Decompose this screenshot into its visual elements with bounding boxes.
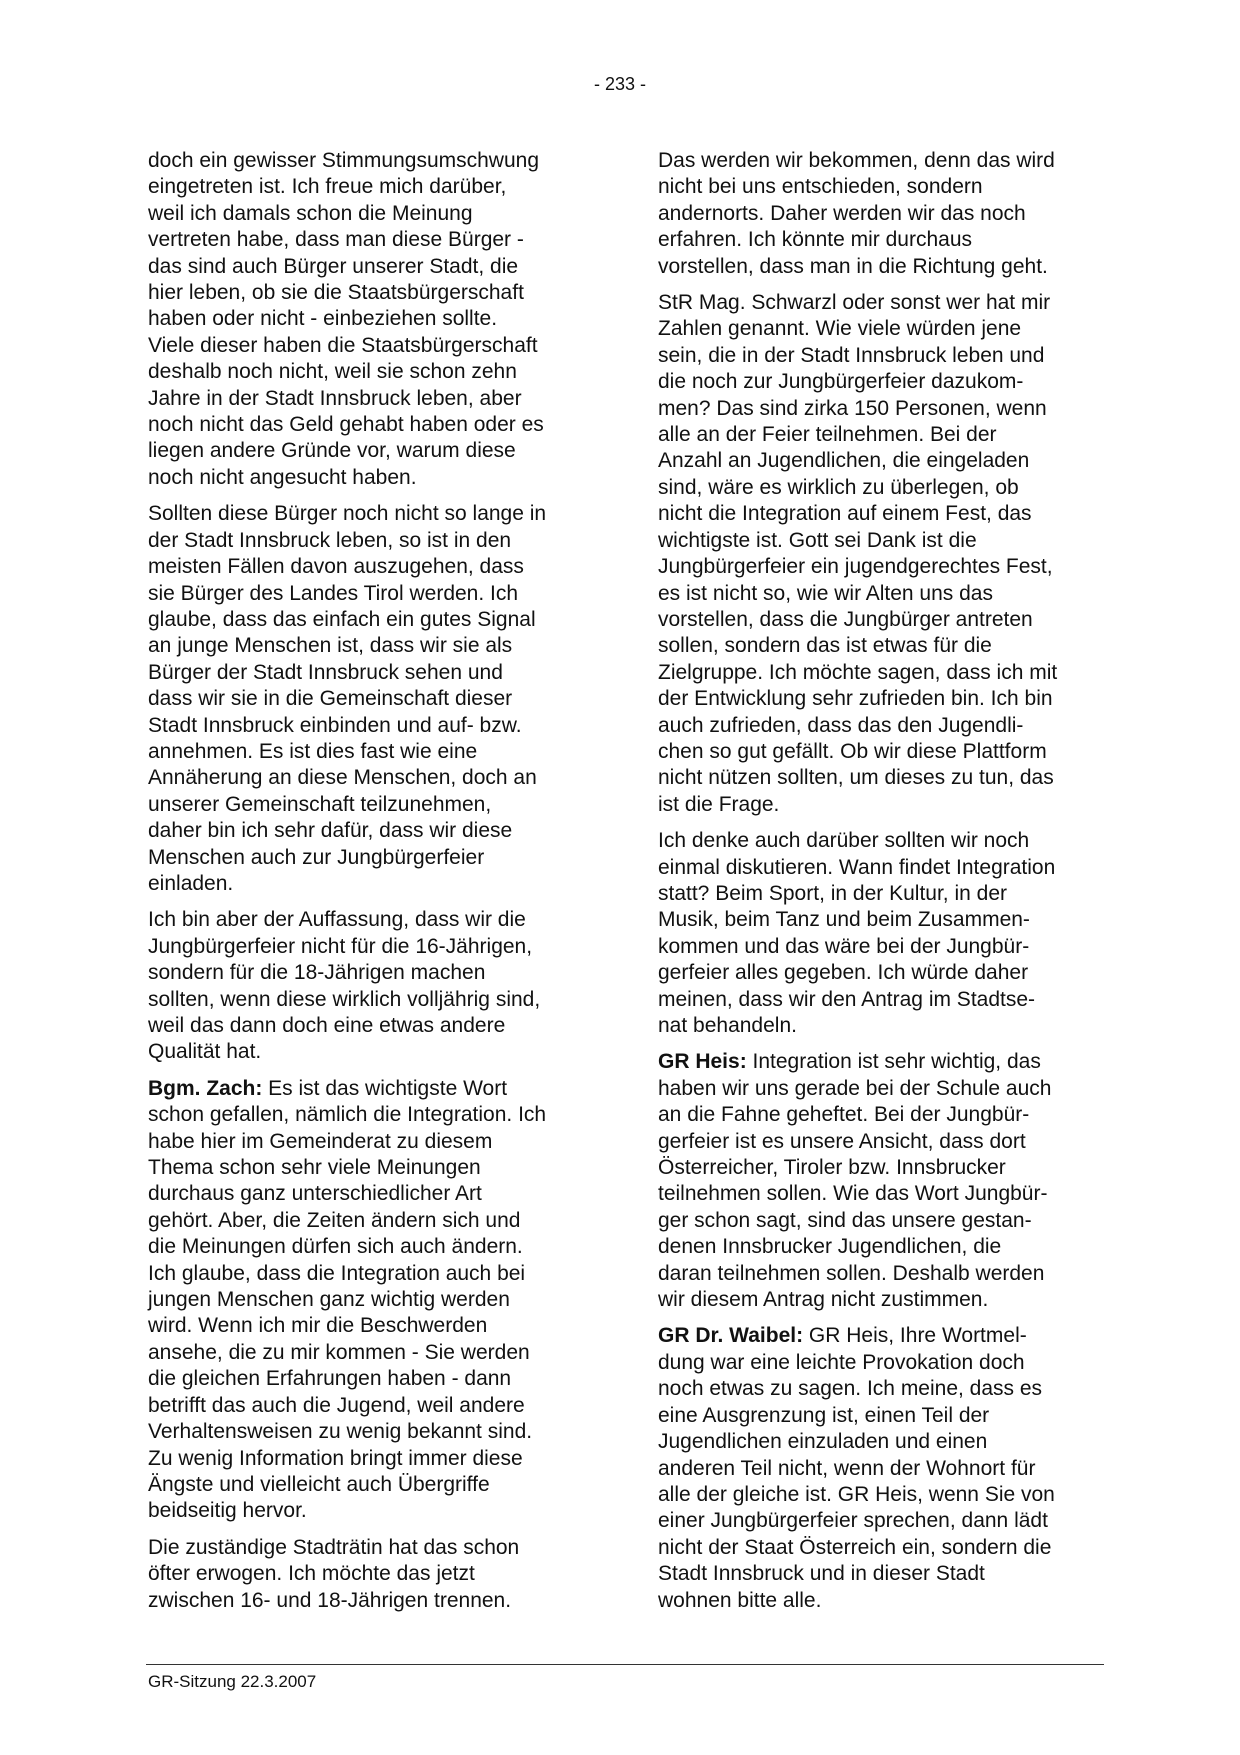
speaker-name: GR Heis: — [658, 1050, 747, 1074]
paragraph — [148, 1076, 590, 1525]
paragraph: Die zuständige Stadträtin hat das schon öfter erwogen. Ich möchte das jetzt zwischen 16- und 18-Jährigen trennen. — [148, 1535, 520, 1612]
footer-divider — [146, 1664, 1104, 1665]
speaker-name: Bgm. Zach: — [148, 1076, 263, 1100]
paragraph — [658, 1323, 1100, 1613]
left-column — [148, 148, 590, 1624]
paragraph: Ich bin aber der Auffassung, dass wir die Jungbürgerfeier nicht für die 16-Jährigen, sondern für die 18-Jährigen machen sollten, wenn diese wirklich volljährig sind, weil das dann doch eine etwas andere Qualität hat. — [148, 908, 541, 1064]
speech-text: GR Heis, Ihre Wortmel- dung war eine leichte Provokation doch noch etwas zu sagen. Ich meine, dass es eine Ausgrenzung ist, einen Teil der Jugendlichen einzuladen und einen anderen Teil nicht, wenn der Wohnort für alle der gleiche ist. GR Heis, wenn Sie von einer Jungbürgerfeier sprechen, dann lädt nicht der Staat Österreich ein, sondern die Stadt Innsbruck und in dieser Stadt wohnen bitte alle. — [658, 1324, 1055, 1612]
paragraph: StR Mag. Schwarzl oder sonst wer hat mir Zahlen genannt. Wie viele würden jene sein, die in der Stadt Innsbruck leben und die noch zur Jungbürgerfeier dazukom- men? Das sind zirka 150 Personen, wenn alle an der Feier teilnehmen. Bei der Anzahl an Jugendlichen, die eingeladen sind, wäre es wirklich zu überlegen, ob nicht die Integration auf einem Fest, das wichtigste ist. Gott sei Dank ist die Jungbürgerfeier ein jugendgerechtes Fest, es ist nicht so, wie wir Alten uns das vorstellen, dass die Jungbürger antreten sollen, sondern das ist etwas für die Zielgruppe. Ich möchte sagen, dass ich mit der Entwicklung sehr zufrieden bin. Ich bin auch zufrieden, dass das den Jugendli- chen so gut gefällt. Ob wir diese Plattform nicht nützen sollten, um dieses zu tun, das ist die Frage. — [658, 291, 1058, 816]
footer-text: GR-Sitzung 22.3.2007 — [148, 1672, 317, 1691]
paragraph: Sollten diese Bürger noch nicht so lange in der Stadt Innsbruck leben, so ist in den meisten Fällen davon auszugehen, dass sie Bürger des Landes Tirol werden. Ich glaube, dass das einfach ein gutes Signal an junge Menschen ist, dass wir sie als Bürger der Stadt Innsbruck sehen und dass wir sie in die Gemeinschaft dieser Stadt Innsbruck einbinden und auf- bzw. annehmen. Es ist dies fast wie eine Annäherung an diese Menschen, doch an unserer Gemeinschaft teilzunehmen, daher bin ich sehr dafür, dass wir diese Menschen auch zur Jungbürgerfeier einladen. — [148, 502, 547, 895]
speaker-name: GR Dr. Waibel: — [658, 1324, 804, 1348]
paragraph: Das werden wir bekommen, denn das wird nicht bei uns entschieden, sondern andernorts. Daher werden wir das noch erfahren. Ich könnte mir durchaus vorstellen, dass man in die Richtung geht. — [658, 149, 1055, 278]
right-column — [658, 148, 1100, 1624]
paragraph — [658, 1049, 1100, 1313]
paragraph: doch ein gewisser Stimmungsumschwung eingetreten ist. Ich freue mich darüber, weil ich damals schon die Meinung vertreten habe, dass man diese Bürger - das sind auch Bürger unserer Stadt, die hier leben, ob sie die Staatsbürgerschaft haben oder nicht - einbeziehen sollte. Viele dieser haben die Staatsbürgerschaft deshalb noch nicht, weil sie schon zehn Jahre in der Stadt Innsbruck leben, aber noch nicht das Geld gehabt haben oder es liegen andere Gründe vor, warum diese noch nicht angesucht haben. — [148, 149, 544, 489]
speech-text: Es ist das wichtigste Wort schon gefallen, nämlich die Integration. Ich habe hier im Gemeinderat zu diesem Thema schon sehr viele Meinungen durchaus ganz unterschiedlicher Art gehört. Aber, die Zeiten ändern sich und die Meinungen dürfen sich auch ändern. Ich glaube, dass die Integration auch bei jungen Menschen ganz wichtig werden wird. Wenn ich mir die Beschwerden ansehe, die zu mir kommen - Sie werden die gleichen Erfahrungen haben - dann betrifft das auch die Jugend, weil andere Verhaltensweisen zu wenig bekannt sind. Zu wenig Information bringt immer diese Ängste und vielleicht auch Übergriffe beidseitig hervor. — [148, 1076, 547, 1523]
page-number: - 233 - — [593, 74, 647, 94]
paragraph: Ich denke auch darüber sollten wir noch einmal diskutieren. Wann findet Integration statt? Beim Sport, in der Kultur, in der Musik, beim Tanz und beim Zusammen- kommen und das wäre bei der Jungbür- gerfeier alles gegeben. Ich würde daher meinen, dass wir den Antrag im Stadtse- nat behandeln. — [658, 829, 1056, 1037]
speech-text: Integration ist sehr wichtig, das haben wir uns gerade bei der Schule auch an die Fahne geheftet. Bei der Jungbür- gerfeier ist es unsere Ansicht, dass dort Österreicher, Tiroler bzw. Innsbrucker teilnehmen sollen. Wie das Wort Jungbür- ger schon sagt, sind das unsere gestan- denen Innsbrucker Jugendlichen, die daran teilnehmen sollen. Deshalb werden wir diesem Antrag nicht zustimmen. — [658, 1050, 1052, 1312]
